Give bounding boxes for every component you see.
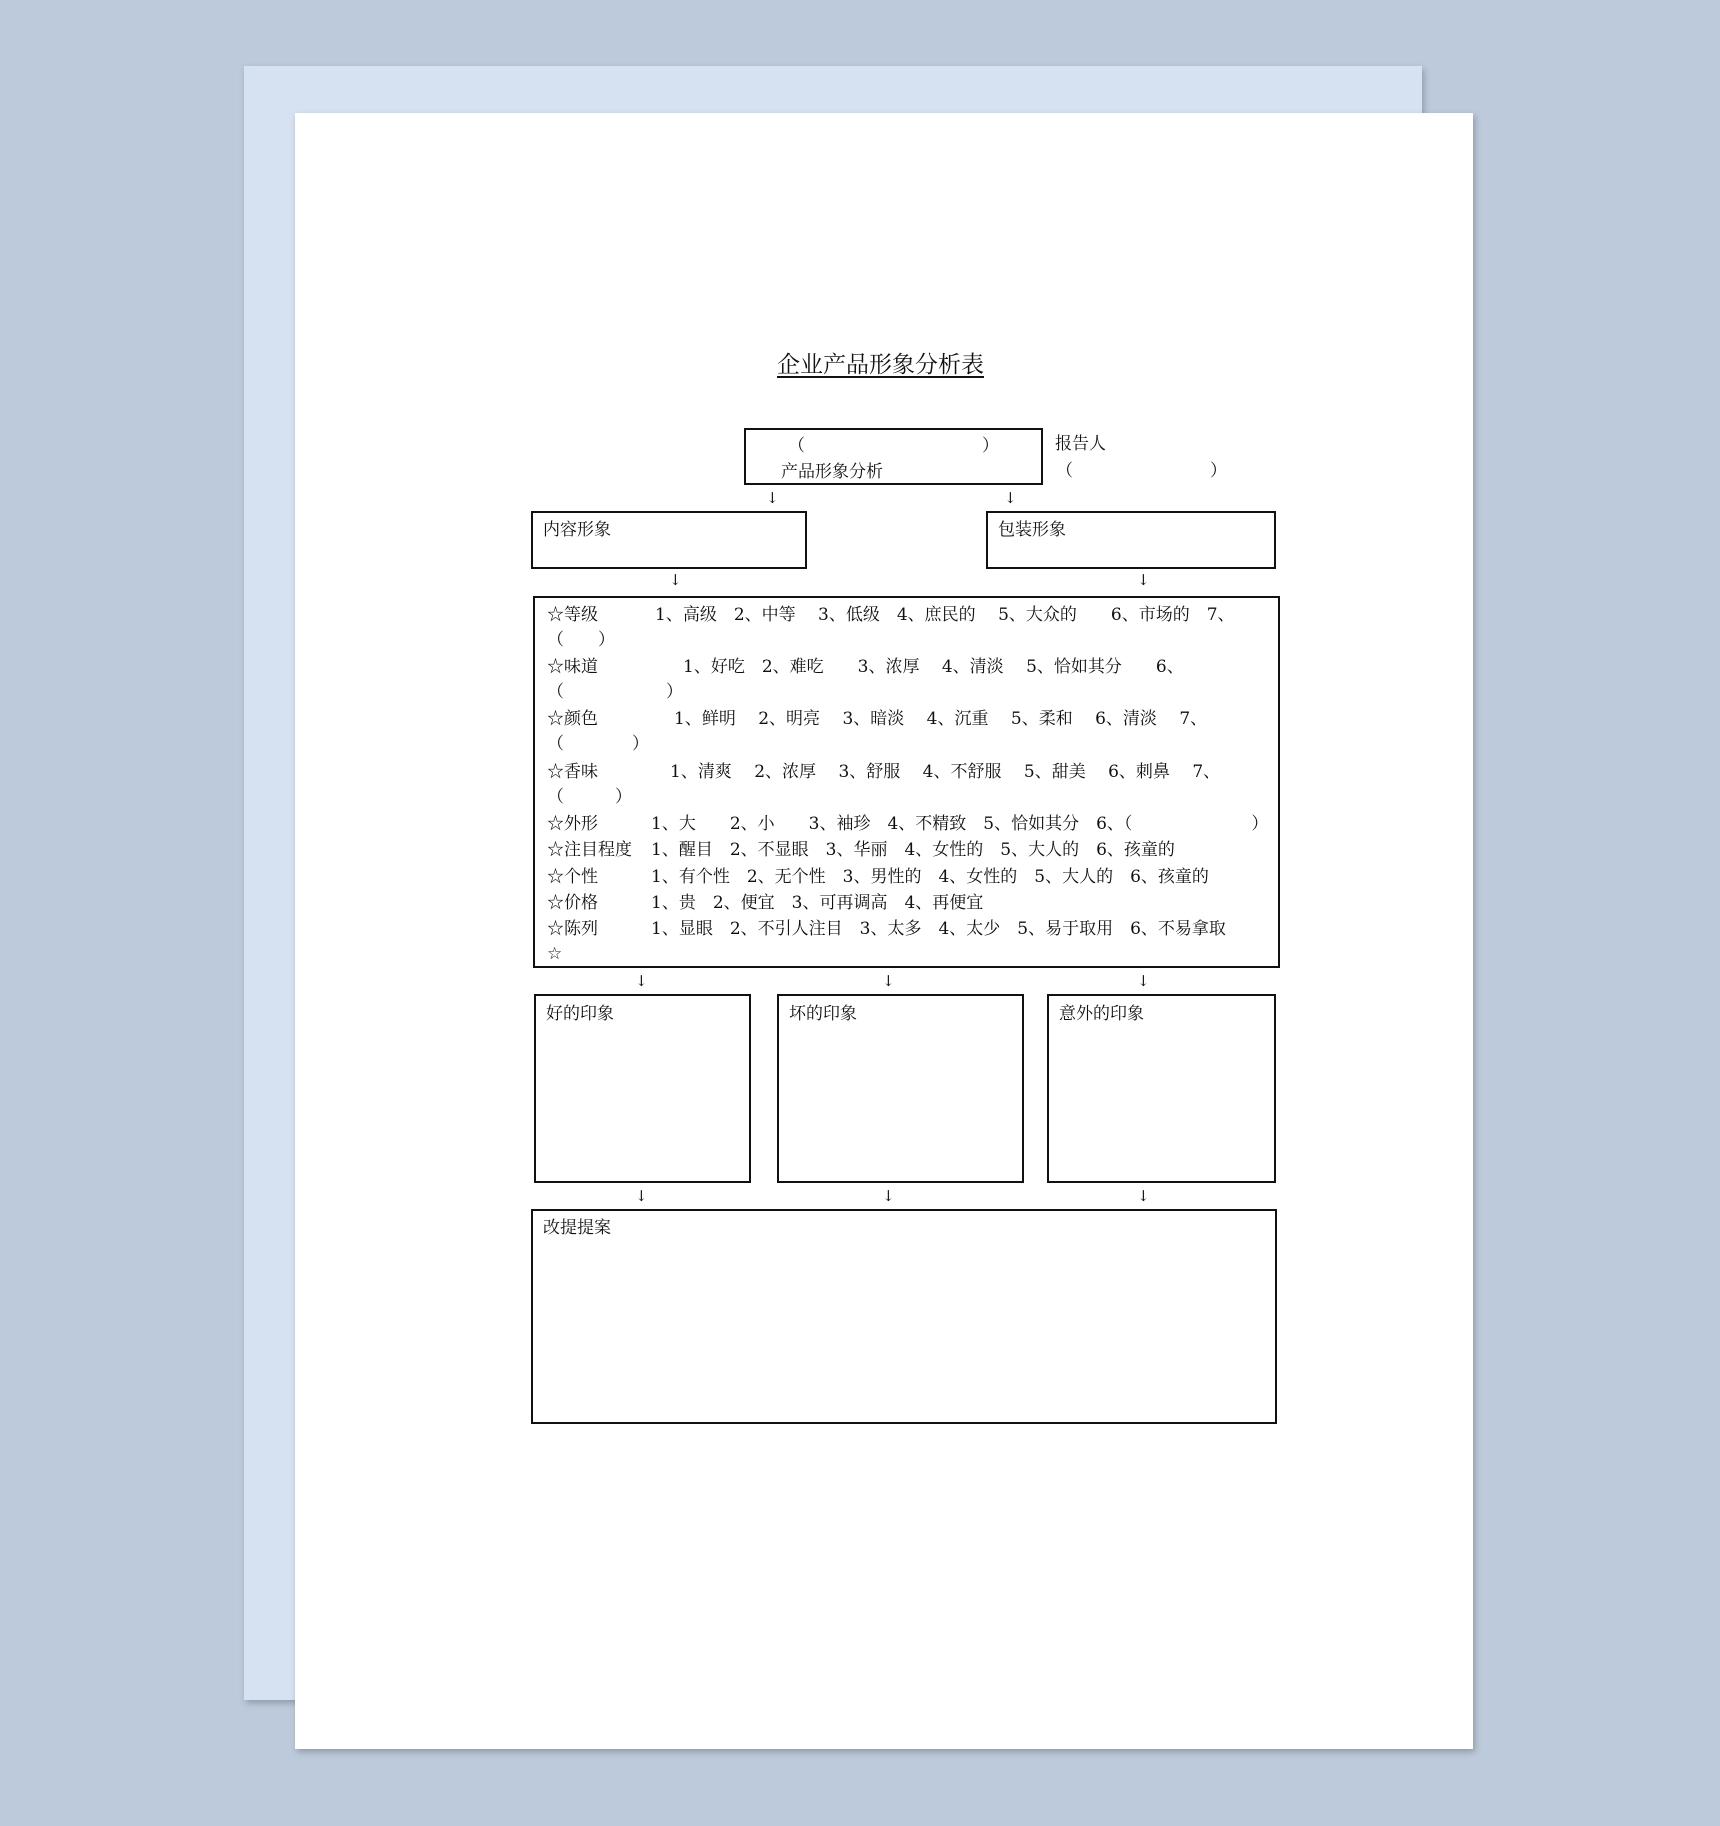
paren-open: （ <box>788 436 805 456</box>
arrow-down-icon: ↓ <box>1137 571 1150 589</box>
improvement-proposal-box <box>531 1209 1277 1424</box>
product-image-analysis-box <box>744 428 1043 485</box>
attr-color-options: 1、鲜明 2、明亮 3、暗淡 4、沉重 5、柔和 6、清淡 7、 <box>674 709 1208 729</box>
content-image-box <box>531 511 807 569</box>
arrow-down-icon: ↓ <box>1004 489 1017 507</box>
unexpected-impression-box <box>1047 994 1276 1183</box>
package-image-label: 包装形象 <box>998 520 1066 540</box>
page-title: 企业产品形象分析表 <box>777 352 984 378</box>
attr-taste-label: ☆味道 <box>547 657 598 677</box>
attr-aroma-options: 1、清爽 2、浓厚 3、舒服 4、不舒服 5、甜美 6、刺鼻 7、 <box>670 762 1221 782</box>
attr-attention-label: ☆注目程度 <box>547 840 632 860</box>
paren-close: ） <box>982 436 999 456</box>
good-impression-label: 好的印象 <box>546 1004 614 1024</box>
attr-color-wrap: （ ） <box>547 734 649 754</box>
attr-grade-wrap: （ ） <box>547 630 615 650</box>
reporter-paren-open: （ <box>1056 461 1073 481</box>
attr-display-options: 1、显眼 2、不引人注目 3、太多 4、太少 5、易于取用 6、不易拿取 <box>651 919 1226 939</box>
attribute-checklist-box <box>533 596 1280 968</box>
attr-display-label: ☆陈列 <box>547 919 598 939</box>
attr-shape-options: 1、大 2、小 3、袖珍 4、不精致 5、恰如其分 6、（ ） <box>651 814 1269 834</box>
attr-shape-label: ☆外形 <box>547 814 598 834</box>
attr-personality-options: 1、有个性 2、无个性 3、男性的 4、女性的 5、大人的 6、孩童的 <box>651 867 1209 887</box>
package-image-box <box>986 511 1276 569</box>
bad-impression-label: 坏的印象 <box>789 1004 857 1024</box>
arrow-down-icon: ↓ <box>882 1187 895 1205</box>
attr-aroma-label: ☆香味 <box>547 762 598 782</box>
arrow-down-icon: ↓ <box>882 972 895 990</box>
bad-impression-box <box>777 994 1024 1183</box>
arrow-down-icon: ↓ <box>1137 972 1150 990</box>
content-image-label: 内容形象 <box>543 520 611 540</box>
attr-color-label: ☆颜色 <box>547 709 598 729</box>
product-image-analysis-label: 产品形象分析 <box>781 462 883 482</box>
attr-price-label: ☆价格 <box>547 893 598 913</box>
good-impression-box <box>534 994 751 1183</box>
attr-taste-options: 1、好吃 2、难吃 3、浓厚 4、清淡 5、恰如其分 6、 <box>683 657 1184 677</box>
arrow-down-icon: ↓ <box>1137 1187 1150 1205</box>
arrow-down-icon: ↓ <box>635 1187 648 1205</box>
attr-grade-label: ☆等级 <box>547 605 598 625</box>
attr-taste-wrap: （ ） <box>547 682 683 702</box>
attr-grade-options: 1、高级 2、中等 3、低级 4、庶民的 5、大众的 6、市场的 7、 <box>655 605 1235 625</box>
arrow-down-icon: ↓ <box>766 489 779 507</box>
arrow-down-icon: ↓ <box>669 571 682 589</box>
reporter-paren-close: ） <box>1210 461 1227 481</box>
arrow-down-icon: ↓ <box>635 972 648 990</box>
attr-price-options: 1、贵 2、便宜 3、可再调高 4、再便宜 <box>651 893 984 913</box>
attr-attention-options: 1、醒目 2、不显眼 3、华丽 4、女性的 5、大人的 6、孩童的 <box>651 840 1175 860</box>
improvement-proposal-label: 改提提案 <box>543 1218 611 1238</box>
attr-personality-label: ☆个性 <box>547 867 598 887</box>
attr-aroma-wrap: （ ） <box>547 787 632 807</box>
reporter-label: 报告人 <box>1055 434 1106 454</box>
attr-other-label: ☆ <box>547 944 563 964</box>
unexpected-impression-label: 意外的印象 <box>1059 1004 1144 1024</box>
